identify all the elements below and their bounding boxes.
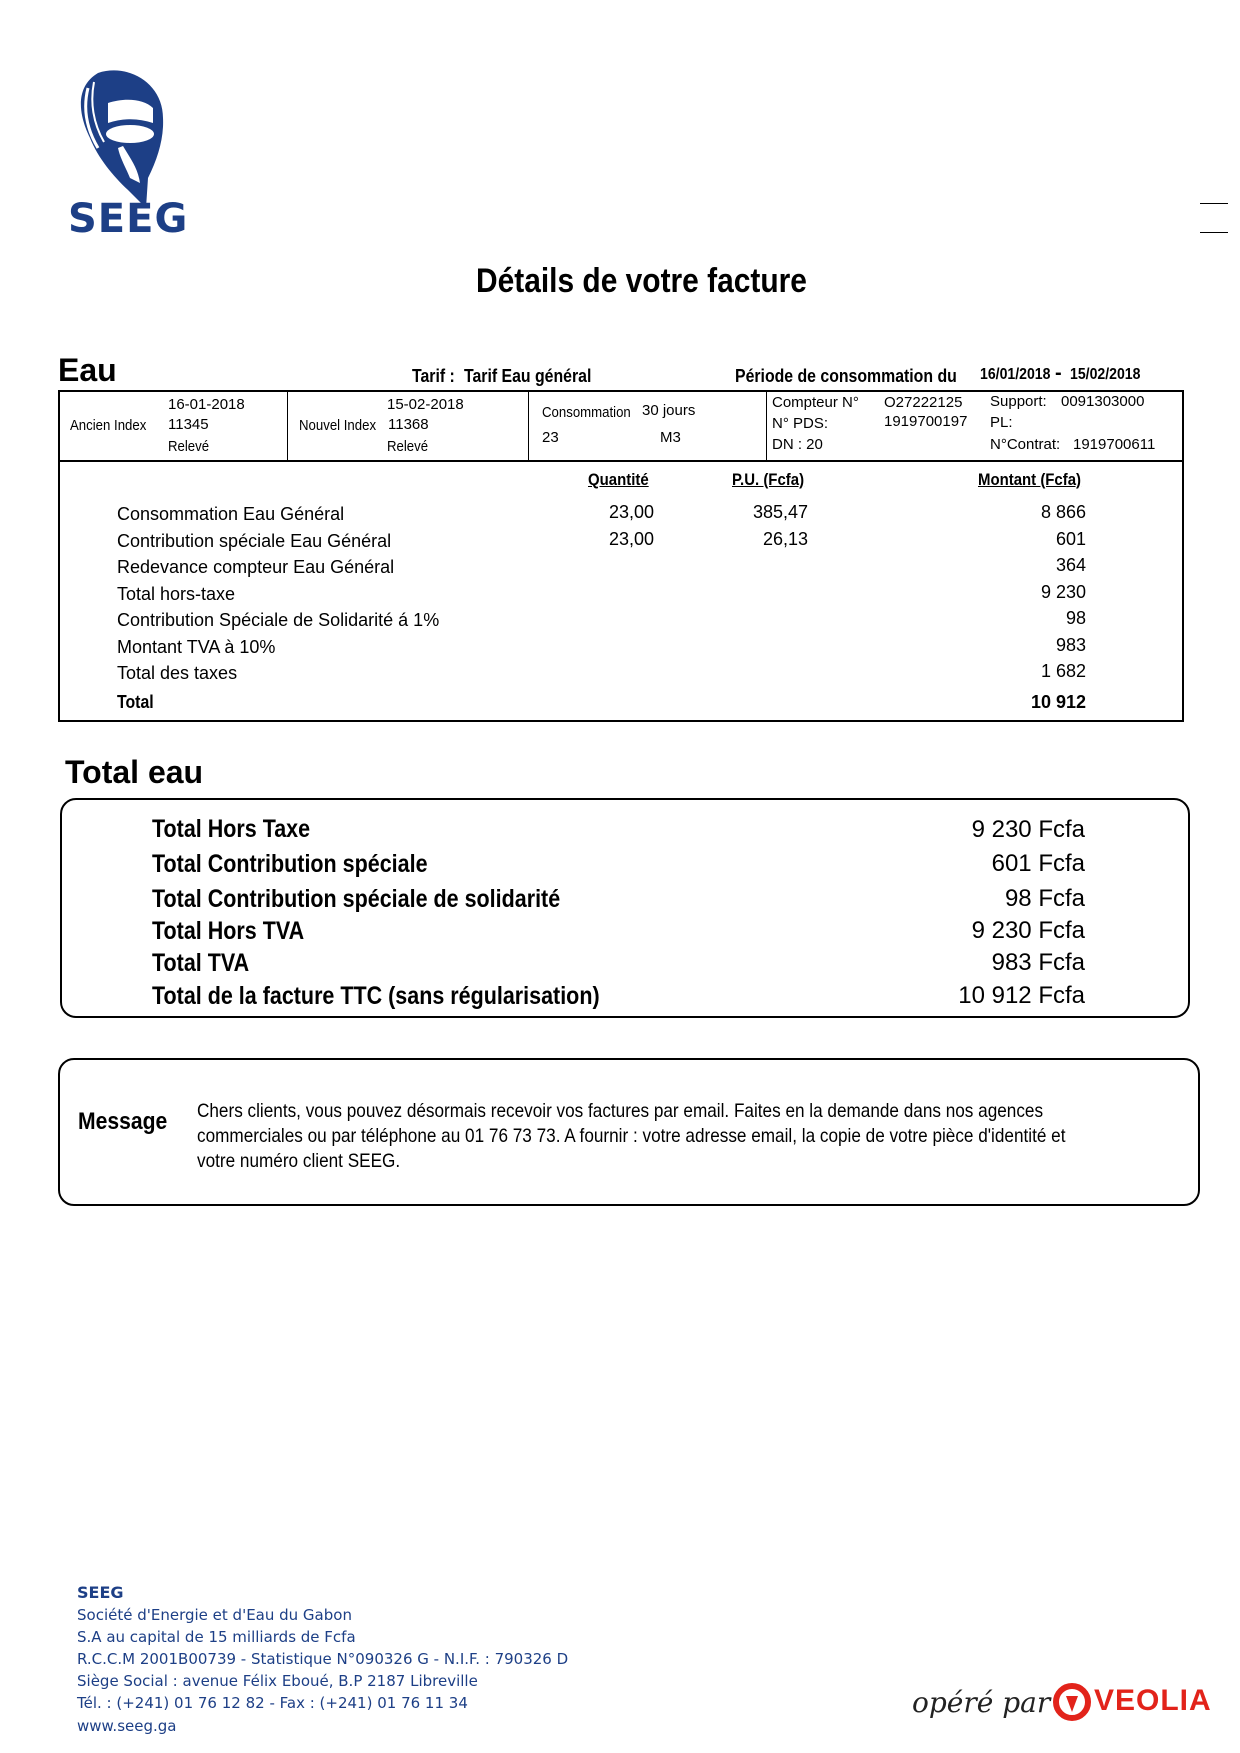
footer-company: SEEG [77,1583,124,1602]
line-montant: 1 682 [1040,661,1086,681]
line-quantite: 23,00 [608,529,654,549]
periode-start: 16/01/2018 [980,366,1051,383]
total-row-label: Total Contribution spéciale [152,850,428,878]
veolia-wordmark: VEOLIA [1094,1684,1212,1717]
veolia-logo [1052,1680,1240,1724]
compteur-label: Compteur N° [772,394,859,411]
index-divider [766,391,767,461]
footer-line: Tél. : (+241) 01 76 12 82 - Fax : (+241) 01 76 11 34 [77,1694,468,1712]
line-pu: 385,47 [752,502,808,522]
periode-end: 15/02/2018 [1070,366,1141,383]
pds-label: N° PDS: [772,415,829,432]
nouvel-index-value: 11368 [388,416,429,433]
footer-line: Siège Social : avenue Félix Eboué, B.P 2187 Libreville [77,1672,478,1690]
line-montant: 98 [1065,608,1086,628]
footer-website: www.seeg.ga [77,1717,177,1735]
message-label: Message [78,1108,168,1135]
message-line: votre numéro client SEEG. [197,1150,401,1172]
total-row-label: Total Hors Taxe [152,815,311,843]
total-row-label: Total Hors TVA [152,917,305,945]
footer-line: R.C.C.M 2001B00739 - Statistique N°090326 G - N.I.F. : 790326 D [77,1650,569,1668]
index-divider [287,391,288,461]
consommation-label: Consommation [542,404,631,421]
detail-total-label: Total [117,692,154,712]
col-header-montant: Montant (Fcfa) [978,470,1082,489]
total-row-label: Total TVA [152,949,250,977]
seeg-logo [68,68,189,268]
nouvel-index-date: 15-02-2018 [387,396,464,413]
margin-mark [1200,203,1228,204]
line-label: Montant TVA à 10% [117,637,276,657]
page-title: Détails de votre facture [476,262,807,300]
periode-label: Période de consommation du [735,366,957,386]
compteur-value: O27222125 [884,394,963,411]
total-row-label: Total de la facture TTC (sans régularisation) [152,982,600,1010]
line-label: Total hors-taxe [117,584,236,604]
ancien-index-label: Ancien Index [70,417,147,434]
margin-mark [1200,232,1228,233]
line-label: Total des taxes [117,663,238,683]
consommation-quantity: 23 [542,429,559,446]
line-pu: 26,13 [762,529,808,549]
consommation-unit: M3 [660,429,681,446]
line-montant: 364 [1055,555,1086,575]
index-divider [528,391,529,461]
ancien-index-date: 16-01-2018 [168,396,245,413]
message-line: commerciales ou par téléphone au 01 76 73 73. A fournir : votre adresse email, la copie de votre pièce d'identité et [197,1125,1066,1147]
total-row-value: 983 Fcfa [991,949,1085,976]
tarif-value: Tarif Eau général [464,366,592,386]
total-eau-heading: Total eau [65,754,204,790]
seeg-logo-text: SEEG [68,196,189,242]
total-row-value: 98 Fcfa [1004,885,1085,912]
nouvel-index-status: Relevé [387,438,429,455]
col-header-quantite: Quantité [588,470,649,489]
detail-total-value: 10 912 [1030,692,1086,712]
total-row-value: 601 Fcfa [991,850,1085,877]
line-montant: 9 230 [1040,582,1086,602]
operated-by-prefix: opéré par [912,1686,1051,1719]
line-montant: 8 866 [1040,502,1086,522]
footer-line: S.A au capital de 15 milliards de Fcfa [77,1628,356,1646]
pds-value: 1919700197 [884,413,968,430]
contrat-label: N°Contrat: [990,436,1061,453]
total-row-value: 9 230 Fcfa [971,917,1085,944]
total-row-label: Total Contribution spéciale de solidarité [152,885,561,913]
tarif-label: Tarif : [412,366,455,386]
dn-value: DN : 20 [772,436,823,453]
line-label: Contribution Spéciale de Solidarité á 1% [117,610,440,630]
nouvel-index-label: Nouvel Index [299,417,377,434]
total-row-value: 10 912 Fcfa [958,982,1085,1009]
line-label: Contribution spéciale Eau Général [117,531,392,551]
footer-line: Société d'Energie et d'Eau du Gabon [77,1606,352,1624]
contrat-value: 1919700611 [1073,436,1156,453]
total-row-value: 9 230 Fcfa [971,816,1085,843]
support-value: 0091303000 [1061,393,1145,410]
ancien-index-status: Relevé [168,438,210,455]
veolia-emblem-icon [1052,1682,1092,1722]
ancien-index-value: 11345 [168,416,209,433]
line-montant: 983 [1055,635,1086,655]
line-label: Consommation Eau Général [117,504,345,524]
col-header-pu: P.U. (Fcfa) [732,470,805,489]
consommation-duration: 30 jours [642,402,696,419]
periode-separator: - [1055,362,1062,384]
message-line: Chers clients, vous pouvez désormais recevoir vos factures par email. Faites en la demande dans nos agences [197,1100,1044,1122]
pl-label: PL: [990,414,1013,431]
support-label: Support: [990,393,1047,410]
line-montant: 601 [1055,529,1086,549]
line-label: Redevance compteur Eau Général [117,557,395,577]
line-quantite: 23,00 [608,502,654,522]
eau-heading: Eau [58,352,117,388]
